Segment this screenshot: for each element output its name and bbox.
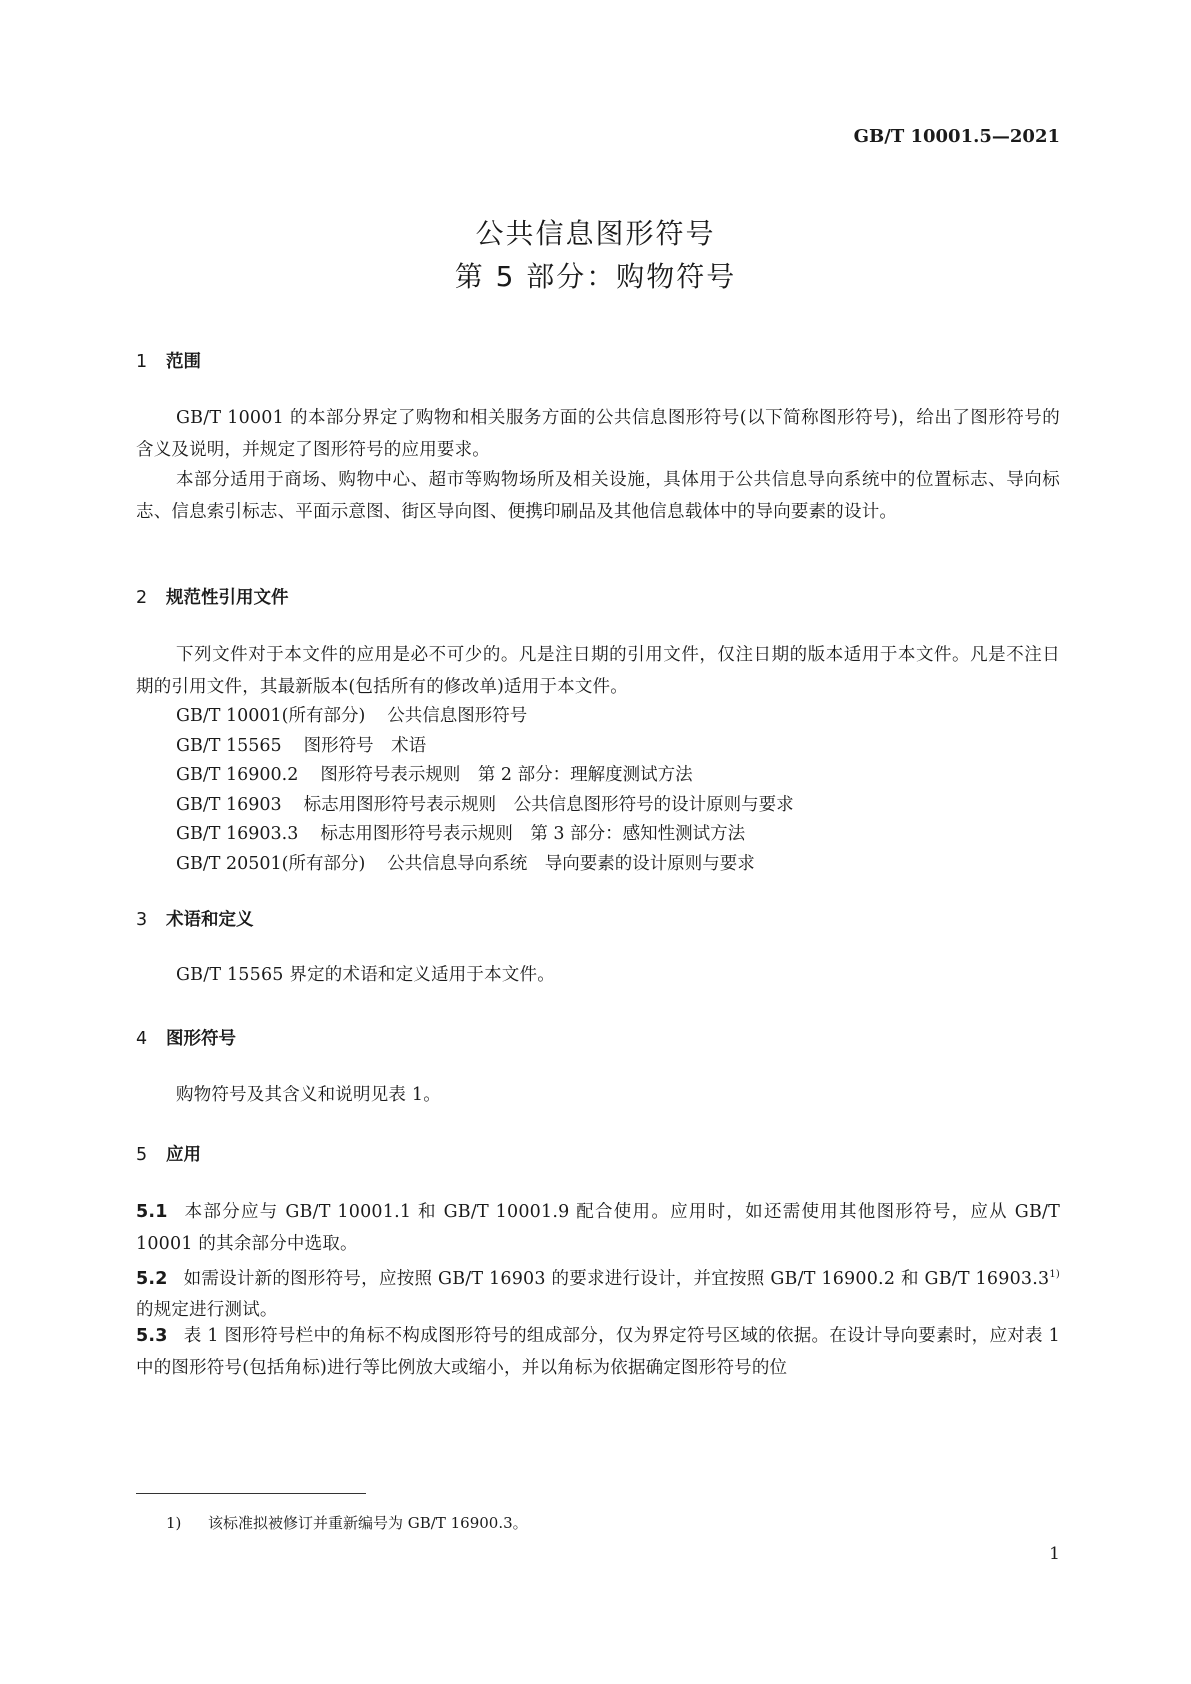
section-2-heading: 2 规范性引用文件 [136, 588, 289, 608]
section-1-paragraph-1: GB/T 10001 的本部分界定了购物和相关服务方面的公共信息图形符号(以下简称图形符号)，给出了图形符号的含义及说明，并规定了图形符号的应用要求。 [136, 408, 1060, 460]
page-number: 1 [1049, 1544, 1060, 1564]
footnote-rule [136, 1493, 366, 1494]
section-4-paragraph-1: 购物符号及其含义和说明见表 1。 [176, 1085, 441, 1105]
document-code: GB/T 10001.5—2021 [853, 126, 1060, 147]
section-3-paragraph-1: GB/T 15565 界定的术语和定义适用于本文件。 [176, 965, 555, 985]
reference-item: GB/T 10001(所有部分) 公共信息图形符号 [176, 706, 528, 726]
section-1-heading: 1 范围 [136, 352, 201, 372]
title-line-2: 第 5 部分：购物符号 [454, 260, 737, 293]
clause-5-1: 5.1 本部分应与 GB/T 10001.1 和 GB/T 10001.9 配合使用。应用时，如还需使用其他图形符号，应从 GB/T 10001 的其余部分中选取。 [136, 1202, 1060, 1254]
footnote-marker: 1) [1049, 1269, 1060, 1280]
section-5-heading: 5 应用 [136, 1145, 201, 1165]
reference-item: GB/T 16903 标志用图形符号表示规则 公共信息图形符号的设计原则与要求 [176, 795, 794, 815]
footnote: 1) 该标准拟被修订并重新编号为 GB/T 16900.3。 [166, 1514, 528, 1532]
section-4-heading: 4 图形符号 [136, 1029, 236, 1049]
reference-item: GB/T 16903.3 标志用图形符号表示规则 第 3 部分：感知性测试方法 [176, 824, 746, 844]
clause-5-2: 5.2 如需设计新的图形符号，应按照 GB/T 16903 的要求进行设计，并宜按照 GB/T 16900.2 和 GB/T 16903.3$^{1)}$ 的规定进行测试。 [136, 1268, 1060, 1321]
section-1-paragraph-2: 本部分适用于商场、购物中心、超市等购物场所及相关设施，具体用于公共信息导向系统中的位置标志、导向标志、信息索引标志、平面示意图、街区导向图、便携印刷品及其他信息载体中的导向要素的设计。 [136, 470, 1060, 522]
reference-item: GB/T 20501(所有部分) 公共信息导向系统 导向要素的设计原则与要求 [176, 854, 755, 874]
section-2-paragraph-1: 下列文件对于本文件的应用是必不可少的。凡是注日期的引用文件，仅注日期的版本适用于本文件。凡是不注日期的引用文件，其最新版本(包括所有的修改单)适用于本文件。 [136, 645, 1060, 697]
title-line-1: 公共信息图形符号 [475, 217, 716, 250]
section-3-heading: 3 术语和定义 [136, 910, 254, 930]
reference-item: GB/T 16900.2 图形符号表示规则 第 2 部分：理解度测试方法 [176, 765, 693, 785]
clause-5-3: 5.3 表 1 图形符号栏中的角标不构成图形符号的组成部分，仅为界定符号区域的依据。在设计导向要素时，应对表 1 中的图形符号(包括角标)进行等比例放大或缩小，并以角标为依据确定图形符号的位 [136, 1326, 1060, 1378]
reference-item: GB/T 15565 图形符号 术语 [176, 736, 427, 756]
